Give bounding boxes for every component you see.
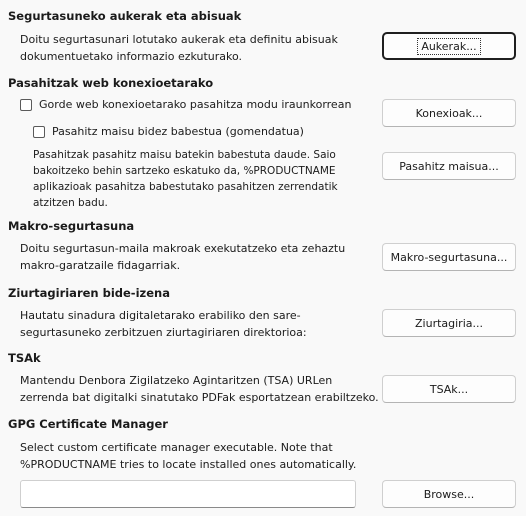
tsa-description: Mantendu Denbora Zigilatzeko Agintaritzen (TSA) URLen zerrenda bat digitalki sinatutako PDFak esportatzean erabiltzeko.	[20, 374, 379, 404]
master-password-checkbox[interactable]	[33, 126, 45, 138]
persist-passwords-label[interactable]: Gorde web konexioetarako pasahitza modu iraunkorrean	[39, 98, 352, 111]
master-password-note: Pasahitzak pasahitz maisu batekin babestuta daude. Saio bakoitzeko behin sartzeko eskatuko da, %PRODUCTNAME aplikazioak pasahitza babestutako pasahitzen zerrendatik atzitzen badu.	[33, 149, 338, 209]
macro-security-button[interactable]: Makro-segurtasuna...	[382, 243, 516, 271]
gpg-description: Select custom certificate manager executable. Note that %PRODUCTNAME tries to locate installed ones automatically.	[20, 441, 357, 471]
master-password-label[interactable]: Pasahitz maisu bidez babestua (gomendatua)	[52, 125, 304, 138]
persist-passwords-checkbox[interactable]	[20, 99, 32, 111]
browse-button[interactable]: Browse...	[382, 480, 516, 508]
certificate-path-heading: Ziurtagiriaren bide-izena	[8, 286, 170, 300]
macro-security-description: Doitu segurtasun-maila makroak exekutatzeko eta zehaztu makro-garatzaile fidagarriak.	[20, 242, 346, 272]
certificate-path-description: Hautatu sinadura digitaletarako erabiliko den sare- segurtasuneko zerbitzuen ziurtagiriaren direktorioa:	[20, 309, 307, 339]
persist-passwords-checkbox-row[interactable]	[20, 96, 351, 113]
security-options-description: Doitu segurtasunari lotutako aukerak eta definitu abisuak dokumentuetako informazio ezkuturako.	[20, 33, 338, 63]
web-passwords-heading: Pasahitzak web konexioetarako	[8, 76, 214, 90]
master-password-checkbox-row[interactable]	[33, 123, 304, 140]
connections-button[interactable]: Konexioak...	[382, 99, 516, 127]
gpg-heading: GPG Certificate Manager	[8, 417, 168, 431]
gpg-path-input[interactable]	[20, 480, 356, 508]
master-password-button[interactable]: Pasahitz maisua...	[382, 152, 516, 180]
options-button[interactable]: Aukerak...	[382, 32, 516, 60]
tsa-heading: TSAk	[8, 351, 41, 365]
tsa-button[interactable]: TSAk...	[382, 375, 516, 403]
certificate-button[interactable]: Ziurtagiria...	[382, 309, 516, 337]
security-options-heading: Segurtasuneko aukerak eta abisuak	[8, 9, 242, 23]
macro-security-heading: Makro-segurtasuna	[8, 219, 135, 233]
